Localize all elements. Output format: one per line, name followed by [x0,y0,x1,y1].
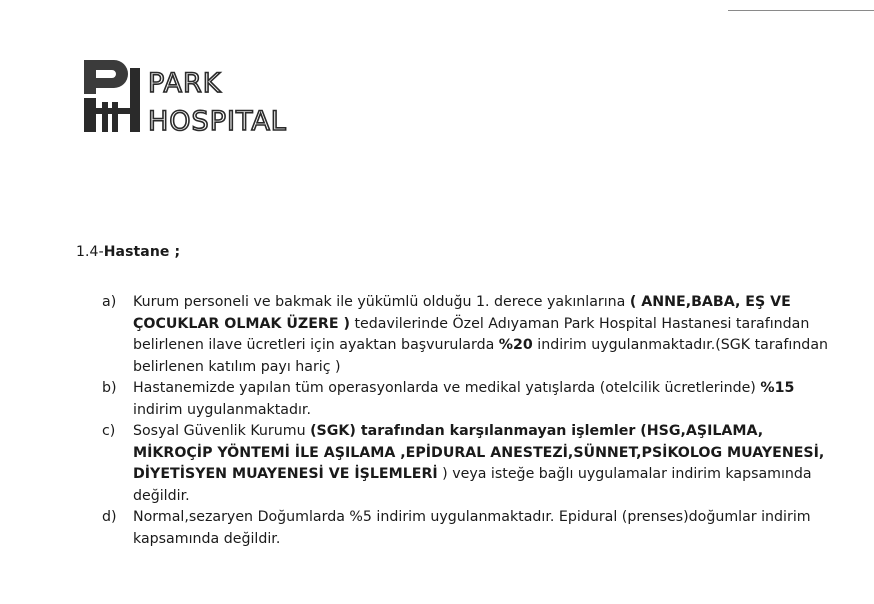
body-text: Sosyal Güvenlik Kurumu [133,423,311,439]
body-text: Kurum personeli ve bakmak ile yükümlü olduğu 1. derece yakınlarına [133,294,630,310]
list-marker: d) [102,509,117,525]
list-item [102,507,842,550]
section-title: Hastane ; [103,244,181,260]
emphasis-text: ( ANNE,BABA, EŞ VE ÇOCUKLAR OLMAK ÜZERE ) [133,294,791,332]
emphasis-text: %20 [498,337,533,353]
list-marker: a) [102,294,117,310]
emphasis-text: (SGK) tarafından karşılanmayan işlemler (HSG,AŞILAMA, MİKROÇİP YÖNTEMİ İLE AŞILAMA ,EPİDURAL ANESTEZİ,SÜNNET,PSİKOLOG MUAYENESİ, DİYETİSYEN MUAYENESİ VE İŞLEMLERİ [133,423,825,482]
park-hospital-logo [78,58,308,136]
emphasis-text: %15 [760,380,795,396]
list-marker: c) [102,423,116,439]
logo-line2: HOSPITAL [148,106,287,136]
list-item-text [133,292,842,378]
list-item-text [133,507,842,550]
section-heading [76,244,180,260]
list-item-text [133,378,842,421]
list-item [102,378,842,421]
logo-line1: PARK [148,68,222,99]
logo-mark [78,58,308,136]
list-item-text [133,421,842,507]
list-marker: b) [102,380,117,396]
list-item [102,292,842,378]
section-number: 1.4- [76,244,104,260]
list-item [102,421,842,507]
body-text: indirim uygulanmaktadır.(SGK tarafından belirlenen katılım payı hariç ) [133,337,829,375]
body-text: ) veya isteğe bağlı uygulamalar indirim kapsamında değildir. [133,466,812,504]
body-text: Normal,sezaryen Doğumlarda %5 indirim uygulanmaktadır. Epidural (prenses)doğumlar indirim kapsamında değildir. [133,509,811,547]
ph-monogram-icon [84,60,140,132]
top-rule [728,10,874,11]
body-text: tedavilerinde Özel Adıyaman Park Hospital Hastanesi tarafından belirlenen ilave ücretleri için ayaktan başvurularda [133,315,810,353]
discount-list [102,292,842,550]
body-text: indirim uygulanmaktadır. [133,401,311,418]
body-text: Hastanemizde yapılan tüm operasyonlarda ve medikal yatışlarda (otelcilik ücretlerinde) [133,380,761,396]
